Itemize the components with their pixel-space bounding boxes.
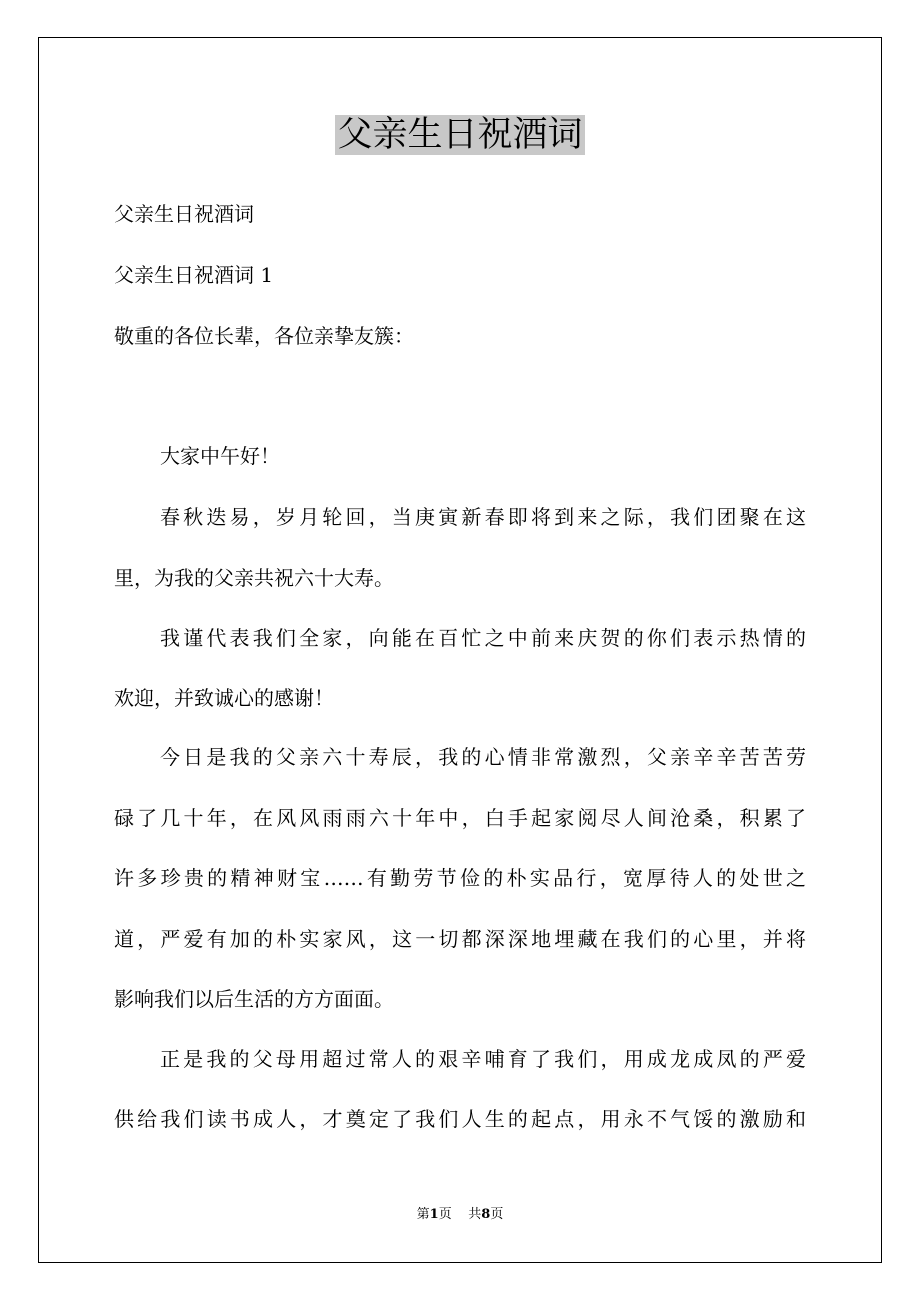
paragraph-line: 道，严爱有加的朴实家风，这一切都深深地埋藏在我们的心里，并将 bbox=[114, 927, 806, 951]
document-title-text: 父亲生日祝酒词 bbox=[337, 115, 583, 155]
paragraph-line: 影响我们以后生活的方方面面。 bbox=[114, 987, 394, 1011]
total-pages: 8 bbox=[481, 1207, 491, 1222]
paragraph-line: 正是我的父母用超过常人的艰辛哺育了我们，用成龙成凤的严爱 bbox=[160, 1047, 806, 1071]
paragraph-line: 碌了几十年，在风风雨雨六十年中，白手起家阅尽人间沧桑，积累了 bbox=[114, 806, 806, 830]
paragraph-line: 许多珍贵的精神财宝……有勤劳节俭的朴实品行，宽厚待人的处世之 bbox=[114, 866, 806, 890]
page-suffix: 页 bbox=[438, 1207, 452, 1222]
paragraph-line: 里，为我的父亲共祝六十大寿。 bbox=[114, 566, 394, 590]
salutation-line: 敬重的各位长辈，各位亲挚友簇： bbox=[114, 324, 414, 348]
document-subheading: 父亲生日祝酒词 1 bbox=[114, 263, 274, 287]
total-prefix: 共 bbox=[468, 1207, 482, 1222]
paragraph-line: 大家中午好！ bbox=[160, 444, 280, 468]
paragraph-line: 春秋迭易，岁月轮回，当庚寅新春即将到来之际，我们团聚在这 bbox=[160, 505, 806, 529]
page-prefix: 第 bbox=[416, 1207, 430, 1222]
paragraph-line: 供给我们读书成人，才奠定了我们人生的起点，用永不气馁的激励和 bbox=[114, 1107, 806, 1131]
total-suffix: 页 bbox=[490, 1207, 504, 1222]
page-footer bbox=[0, 1206, 920, 1224]
paragraph-line: 今日是我的父亲六十寿辰，我的心情非常激烈，父亲辛辛苦苦劳 bbox=[160, 745, 806, 769]
paragraph-line: 我谨代表我们全家，向能在百忙之中前来庆贺的你们表示热情的 bbox=[160, 626, 806, 650]
paragraph-line: 欢迎，并致诚心的感谢！ bbox=[114, 686, 334, 710]
document-title bbox=[0, 112, 920, 158]
document-heading: 父亲生日祝酒词 bbox=[114, 202, 254, 226]
page-number: 1 bbox=[429, 1207, 439, 1222]
